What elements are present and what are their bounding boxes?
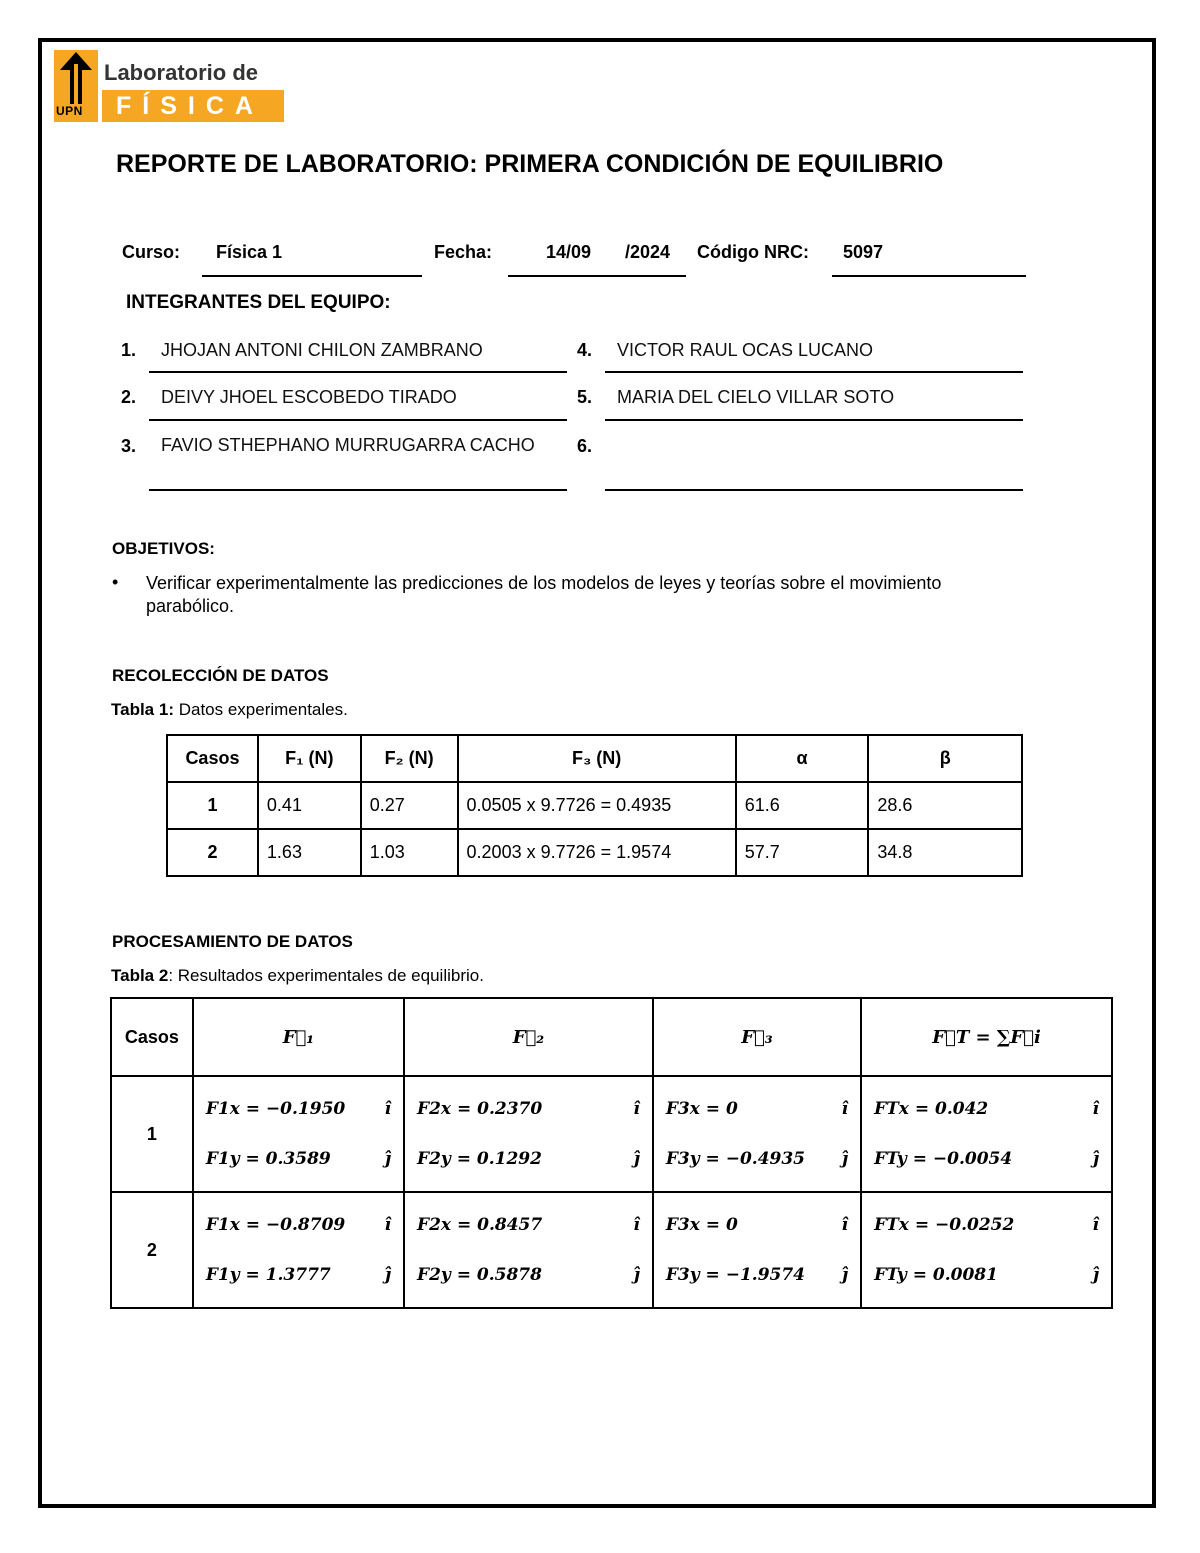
member-num: 4.	[577, 340, 593, 360]
member-name: FAVIO STHEPHANO MURRUGARRA CACHO	[161, 435, 535, 455]
component-cell	[404, 1076, 653, 1192]
column-header: F⃗₁	[193, 998, 404, 1076]
column-header: F⃗₂	[404, 998, 653, 1076]
nrc-underline	[832, 275, 1026, 277]
table-cell: 2	[167, 829, 258, 876]
table-cell: 57.7	[736, 829, 869, 876]
equation: F3y = −0.4935	[665, 1149, 806, 1169]
component-cell	[653, 1076, 861, 1192]
component-cell	[861, 1076, 1112, 1192]
equation: F3x = 0	[665, 1099, 738, 1119]
member-underline	[149, 371, 567, 373]
member-underline	[149, 489, 567, 491]
logo-title: Laboratorio de	[104, 60, 259, 85]
member-underline	[605, 371, 1023, 373]
equation: FTy = 0.0081	[874, 1265, 998, 1285]
unit-vector: î	[384, 1099, 392, 1119]
fecha-underline	[508, 275, 686, 277]
unit-vector: ĵ	[841, 1149, 849, 1169]
equation: F2x = 0.8457	[417, 1215, 543, 1235]
equation: F2x = 0.2370	[417, 1099, 543, 1119]
fecha-year: /2024	[625, 242, 671, 262]
equation: F1x = −0.1950	[205, 1099, 346, 1119]
unit-vector: ĵ	[1092, 1265, 1099, 1285]
unit-vector: î	[841, 1215, 849, 1235]
unit-vector: î	[1092, 1215, 1099, 1235]
team-heading: INTEGRANTES DEL EQUIPO:	[126, 292, 391, 313]
table-row	[111, 1192, 1112, 1308]
member-num: 1.	[121, 340, 137, 360]
column-header: β	[868, 735, 1022, 782]
table-row	[167, 782, 1022, 829]
table-cell: 1.03	[361, 829, 458, 876]
unit-vector: ĵ	[633, 1149, 640, 1169]
unit-vector: ĵ	[384, 1149, 392, 1169]
table-cell: 0.41	[258, 782, 361, 829]
nrc-label: Código NRC:	[697, 242, 809, 262]
unit-vector: ĵ	[633, 1265, 640, 1285]
table-row	[167, 829, 1022, 876]
column-header: Casos	[111, 998, 193, 1076]
table-header-row	[167, 735, 1022, 782]
equation: F1y = 1.3777	[205, 1265, 331, 1285]
member-name: VICTOR RAUL OCAS LUCANO	[617, 340, 874, 360]
objectives-heading: OBJETIVOS:	[112, 539, 215, 558]
data-collection-heading: RECOLECCIÓN DE DATOS	[112, 666, 329, 685]
table-header-row	[111, 998, 1112, 1076]
fecha-day: 14/09	[546, 242, 592, 262]
component-cell	[404, 1192, 653, 1308]
component-cell	[193, 1076, 404, 1192]
table1-caption: Tabla 1: Datos experimentales.	[111, 700, 348, 719]
equation: FTx = 0.042	[874, 1099, 989, 1119]
member-num: 2.	[121, 387, 137, 407]
case-cell: 2	[111, 1192, 193, 1308]
unit-vector: î	[1092, 1099, 1099, 1119]
table-2	[110, 997, 1113, 1309]
table-cell: 0.27	[361, 782, 458, 829]
case-cell: 1	[111, 1076, 193, 1192]
fecha-label: Fecha:	[434, 242, 493, 262]
column-header: F₁ (N)	[258, 735, 361, 782]
component-cell	[193, 1192, 404, 1308]
equation: F3x = 0	[665, 1215, 738, 1235]
page-title: REPORTE DE LABORATORIO: PRIMERA CONDICIÓN DE EQUILIBRIO	[116, 150, 944, 178]
unit-vector: ĵ	[841, 1265, 849, 1285]
member-num: 3.	[121, 436, 137, 456]
unit-vector: î	[633, 1099, 640, 1119]
column-header: F₂ (N)	[361, 735, 458, 782]
unit-vector: î	[841, 1099, 849, 1119]
column-header: F⃗₃	[653, 998, 861, 1076]
member-underline	[149, 419, 567, 421]
member-name: DEIVY JHOEL ESCOBEDO TIRADO	[161, 387, 457, 407]
table-1	[166, 734, 1023, 877]
table2-caption: Tabla 2: Resultados experimentales de equilibrio.	[111, 966, 484, 985]
member-underline	[605, 489, 1023, 491]
objective-item: Verificar experimentalmente las predicciones de los modelos de leyes y teorías sobre el movimiento parabólico.	[146, 573, 942, 616]
unit-vector: î	[633, 1215, 640, 1235]
member-name: MARIA DEL CIELO VILLAR SOTO	[617, 387, 895, 407]
curso-value: Física 1	[216, 242, 283, 262]
table-cell: 34.8	[868, 829, 1022, 876]
component-cell	[653, 1192, 861, 1308]
processing-heading: PROCESAMIENTO DE DATOS	[112, 932, 353, 951]
member-name: JHOJAN ANTONI CHILON ZAMBRANO	[161, 340, 483, 360]
equation: FTy = −0.0054	[874, 1149, 1013, 1169]
column-header: α	[736, 735, 869, 782]
unit-vector: ĵ	[384, 1265, 392, 1285]
component-cell	[861, 1192, 1112, 1308]
table-cell: 0.0505 x 9.7726 = 0.4935	[458, 782, 736, 829]
equation: F1y = 0.3589	[205, 1149, 331, 1169]
table-cell: 61.6	[736, 782, 869, 829]
logo-upn-text: UPN	[56, 104, 83, 118]
member-underline	[605, 419, 1023, 421]
table-cell: 28.6	[868, 782, 1022, 829]
column-header: F⃗T = ∑F⃗i	[861, 998, 1112, 1076]
equation: FTx = −0.0252	[874, 1215, 1015, 1235]
table-cell: 1	[167, 782, 258, 829]
bullet-icon: •	[112, 572, 119, 592]
member-num: 5.	[577, 387, 593, 407]
equation: F3y = −1.9574	[665, 1265, 806, 1285]
table-cell: 0.2003 x 9.7726 = 1.9574	[458, 829, 736, 876]
curso-label: Curso:	[122, 242, 180, 262]
unit-vector: î	[384, 1215, 392, 1235]
nrc-value: 5097	[843, 242, 884, 262]
equation: F1x = −0.8709	[205, 1215, 346, 1235]
equation: F2y = 0.5878	[417, 1265, 542, 1285]
table-cell: 1.63	[258, 829, 361, 876]
unit-vector: ĵ	[1092, 1149, 1099, 1169]
column-header: Casos	[167, 735, 258, 782]
logo-subtitle: FÍSICA	[102, 90, 284, 122]
curso-underline	[202, 275, 422, 277]
table-row	[111, 1076, 1112, 1192]
member-num: 6.	[577, 436, 593, 456]
equation: F2y = 0.1292	[417, 1149, 542, 1169]
column-header: F₃ (N)	[458, 735, 736, 782]
